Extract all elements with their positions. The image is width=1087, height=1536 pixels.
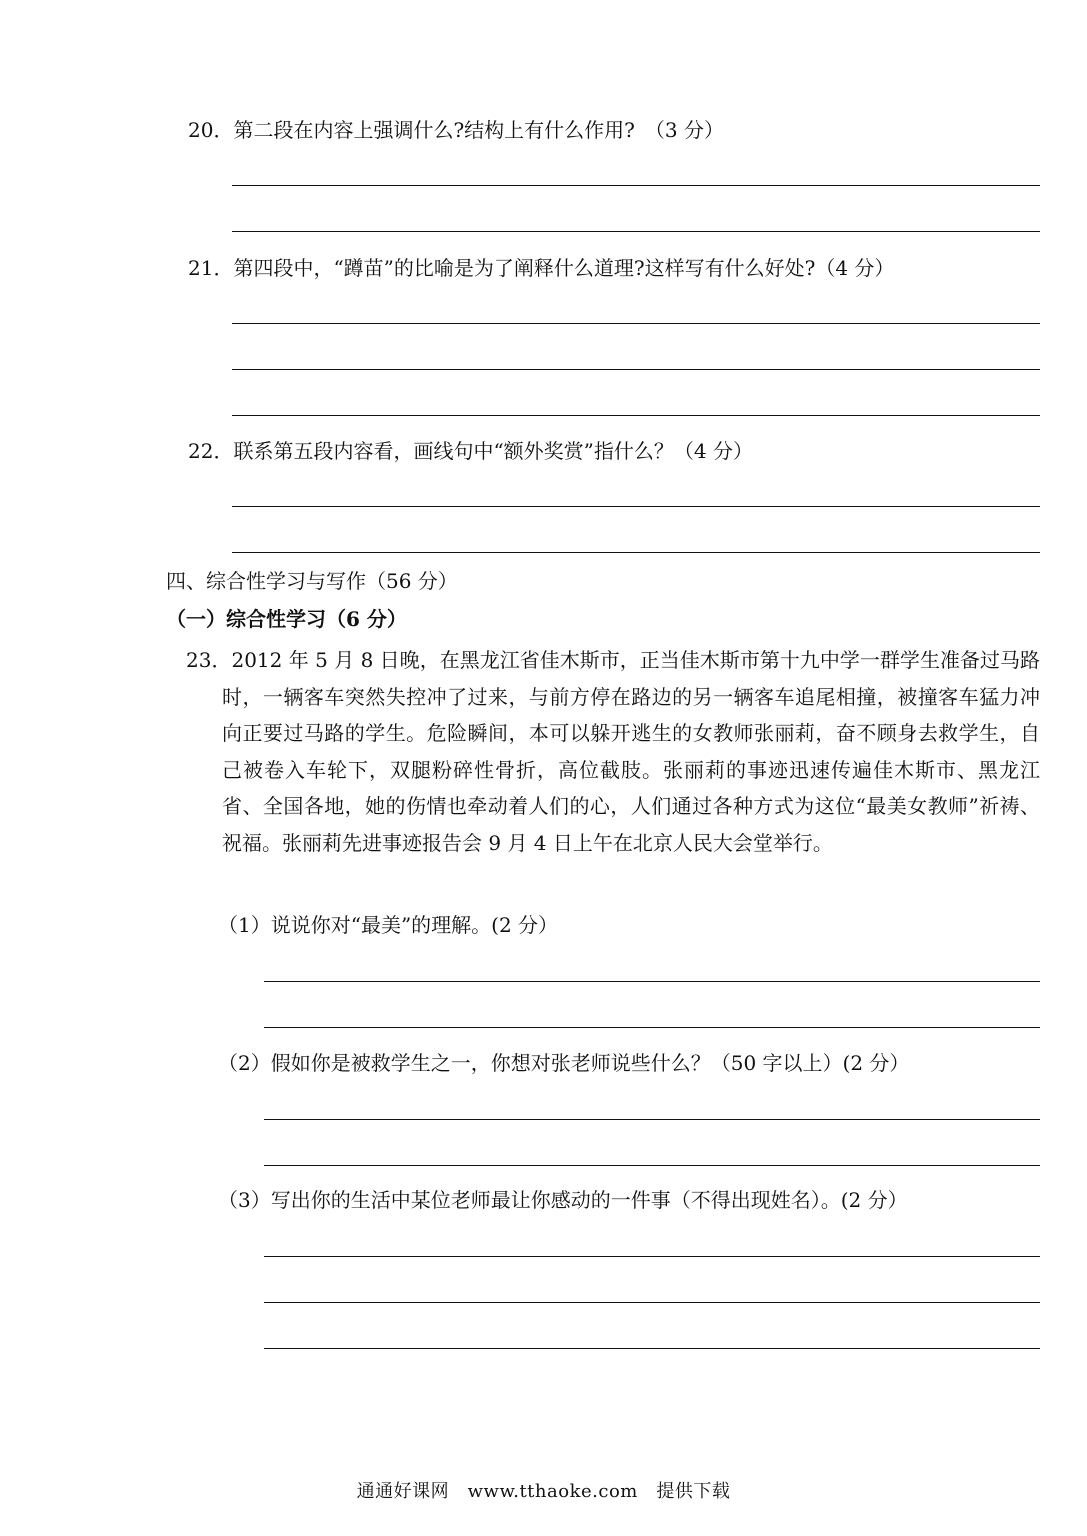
question-22: 22．联系第五段内容看，画线句中“额外奖赏”指什么？（4 分）	[188, 439, 753, 463]
question-20: 20．第二段在内容上强调什么?结构上有什么作用? （3 分）	[188, 118, 724, 142]
answer-line-23-1-1	[264, 981, 1040, 982]
answer-line-21-3	[232, 415, 1040, 416]
answer-line-23-1-2	[264, 1027, 1040, 1028]
section-4-sub1-title: （一）综合性学习（6 分）	[166, 607, 407, 631]
question-21: 21．第四段中，“蹲苗”的比喻是为了阐释什么道理?这样写有什么好处?（4 分）	[188, 256, 895, 280]
section-4-title: 四、综合性学习与写作（56 分）	[166, 569, 458, 593]
answer-line-23-3-3	[264, 1348, 1040, 1349]
answer-line-21-2	[232, 369, 1040, 370]
answer-line-23-3-2	[264, 1302, 1040, 1303]
question-23-sub3: （3）写出你的生活中某位老师最让你感动的一件事（不得出现姓名）。(2 分）	[218, 1188, 908, 1212]
answer-line-21-1	[232, 323, 1040, 324]
answer-line-23-2-1	[264, 1119, 1040, 1120]
answer-line-22-2	[232, 552, 1040, 553]
page-footer: 通通好课网 www.tthaoke.com 提供下载	[356, 1481, 731, 1502]
question-23-sub1: （1）说说你对“最美”的理解。(2 分）	[218, 913, 559, 937]
answer-line-22-1	[232, 506, 1040, 507]
answer-line-23-2-2	[264, 1165, 1040, 1166]
answer-line-20-1	[232, 185, 1040, 186]
question-23-passage: 23．2012 年 5 月 8 日晚，在黑龙江省佳木斯市，正当佳木斯市第十九中学一群学生准备过马路时，一辆客车突然失控冲了过来，与前方停在路边的另一辆客车追尾相撞，被撞客车猛力冲向正要过马路的学生。危险瞬间，本可以躲开逃生的女教师张丽莉，奋不顾身去救学生，自己被卷入车轮下，双腿粉碎性骨折，高位截肢。张丽莉的事迹迅速传遍佳木斯市、黑龙江省、全国各地，她的伤情也牵动着人们的心，人们通过各种方式为这位“最美女教师”祈祷、祝福。张丽莉先进事迹报告会 9 月 4 日上午在北京人民大会堂举行。	[186, 648, 1040, 855]
answer-line-23-3-1	[264, 1256, 1040, 1257]
question-23-sub2: （2）假如你是被救学生之一，你想对张老师说些什么？（50 字以上）(2 分）	[218, 1051, 910, 1075]
answer-line-20-2	[232, 231, 1040, 232]
